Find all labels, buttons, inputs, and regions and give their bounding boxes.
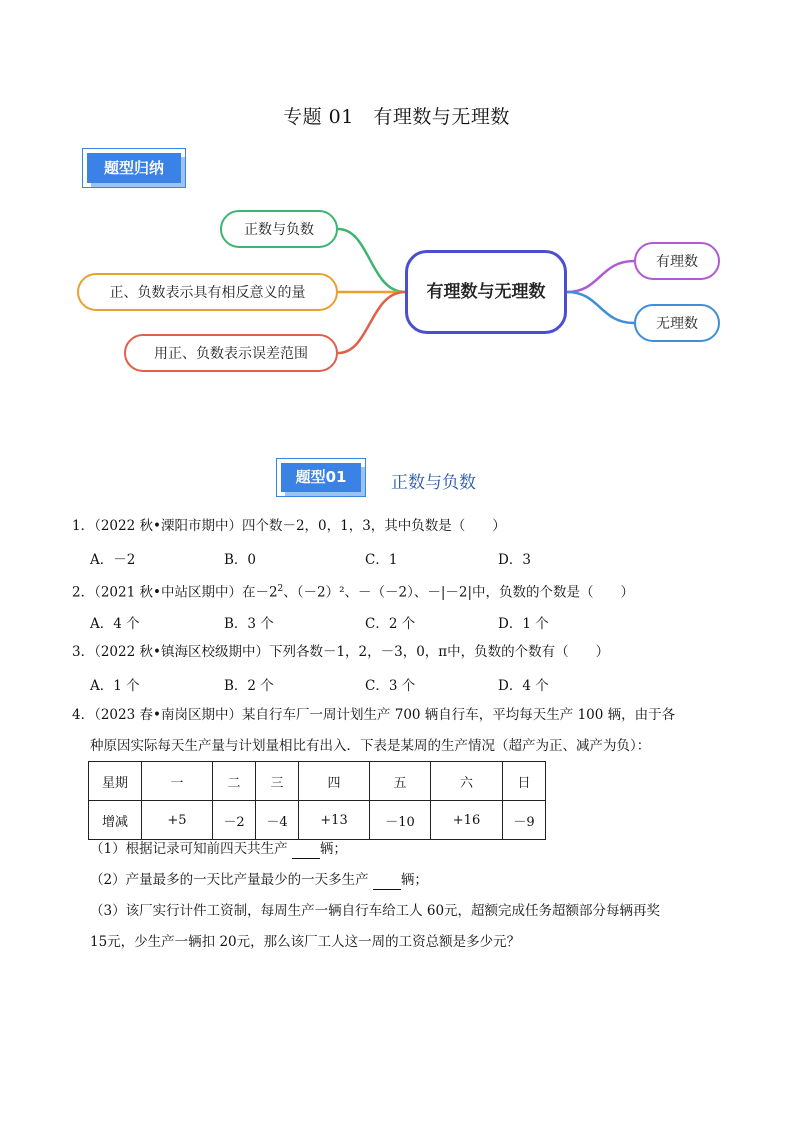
table-row-change	[89, 801, 546, 840]
q3-option-d: D．4 个	[498, 678, 549, 694]
table-cell: 四	[299, 762, 370, 801]
mindmap-node-irrational	[634, 304, 720, 342]
q1-option-a: A．－2	[90, 552, 136, 568]
mindmap-center-label: 有理数与无理数	[426, 282, 546, 302]
q2-option-b: B．3 个	[224, 616, 274, 632]
mindmap-node-label: 无理数	[656, 316, 698, 332]
q4-sub-1	[90, 839, 347, 859]
q2-option-a: A．4 个	[90, 616, 140, 632]
table-cell: 五	[370, 762, 431, 801]
section-label: 正数与负数	[391, 473, 476, 493]
section-badge-label: 题型01	[295, 468, 347, 486]
q4-sub-2	[90, 870, 428, 890]
mindmap-node-opposite-meaning	[77, 273, 338, 311]
table-cell: 三	[256, 762, 299, 801]
q4-sub-1-unit: 辆；	[319, 841, 347, 857]
summary-badge	[87, 153, 181, 183]
branch-line-irrational	[567, 292, 634, 323]
q4-sub-3-line-1: （3）该厂实行计件工资制，每周生产一辆自行车给工人 60元，超额完成任务超额部分每辆再奖	[90, 903, 661, 919]
q3-option-b: B．2 个	[224, 678, 274, 694]
table-cell: 一	[142, 762, 213, 801]
table-cell: －2	[213, 801, 256, 840]
table-cell: +13	[299, 801, 370, 840]
page-title: 专题 01 有理数与无理数	[283, 106, 510, 128]
section-badge	[281, 463, 361, 492]
mindmap-center-node	[405, 250, 567, 334]
q1-option-b: B．0	[224, 552, 257, 568]
branch-line-error-range	[338, 292, 405, 353]
question-4-line-1: 4．（2023 春•南岗区期中）某自行车厂一周计划生产 700 辆自行车，平均每天生产 100 辆，由于各	[72, 707, 676, 723]
question-2	[72, 579, 634, 603]
mindmap-node-error-range	[124, 334, 338, 372]
q2-text-pre: 2．（2021 秋•中站区期中）在－2	[72, 584, 278, 601]
table-cell: +5	[142, 801, 213, 840]
q4-sub-2-blank[interactable]	[373, 875, 401, 890]
branch-line-positive-negative	[338, 229, 405, 292]
table-cell: －9	[503, 801, 546, 840]
q3-option-c: C．3 个	[365, 678, 416, 694]
question-1: 1．（2022 秋•溧阳市期中）四个数－2，0，1，3，其中负数是（ ）	[72, 518, 506, 534]
production-table	[88, 761, 546, 840]
q3-option-a: A．1 个	[90, 678, 140, 694]
mindmap-node-rational	[634, 242, 720, 280]
table-row-weekday	[89, 762, 546, 801]
q1-option-c: C．1	[365, 552, 398, 568]
table-cell: +16	[431, 801, 503, 840]
mindmap-node-label: 用正、负数表示误差范围	[154, 346, 308, 362]
q4-sub-1-blank[interactable]	[292, 844, 320, 859]
q4-sub-2-text: （2）产量最多的一天比产量最少的一天多生产	[90, 872, 369, 888]
q4-sub-2-unit: 辆；	[400, 872, 428, 888]
table-cell: 增减	[89, 801, 142, 840]
question-4-line-2: 种原因实际每天生产量与计划量相比有出入．下表是某周的生产情况（超产为正、减产为负）：	[90, 738, 651, 754]
table-cell: 日	[503, 762, 546, 801]
summary-badge-label: 题型归纳	[103, 159, 164, 177]
table-cell: 二	[213, 762, 256, 801]
q2-option-c: C．2 个	[365, 616, 416, 632]
branch-line-rational	[567, 261, 634, 292]
table-cell: 星期	[89, 762, 142, 801]
table-cell: －4	[256, 801, 299, 840]
question-3: 3．（2022 秋•镇海区校级期中）下列各数－1，2，－3，0，π中，负数的个数有（ ）	[72, 644, 610, 660]
mindmap-node-label: 正数与负数	[244, 222, 314, 238]
mindmap-node-label: 正、负数表示具有相反意义的量	[109, 285, 306, 301]
q1-option-d: D．3	[498, 552, 531, 568]
mindmap-node-label: 有理数	[656, 254, 698, 270]
table-cell: 六	[431, 762, 503, 801]
q4-sub-1-text: （1）根据记录可知前四天共生产	[90, 841, 288, 857]
q2-text-post: 、（－2）²、－（－2）、－|－2|中，负数的个数是（ ）	[283, 584, 635, 601]
table-cell: －10	[370, 801, 431, 840]
q4-sub-3-line-2: 15元，少生产一辆扣 20元，那么该厂工人这一周的工资总额是多少元？	[90, 934, 521, 950]
mindmap-node-positive-negative	[220, 210, 338, 248]
q2-exponent: 2	[277, 584, 284, 594]
q2-option-d: D．1 个	[498, 616, 549, 632]
